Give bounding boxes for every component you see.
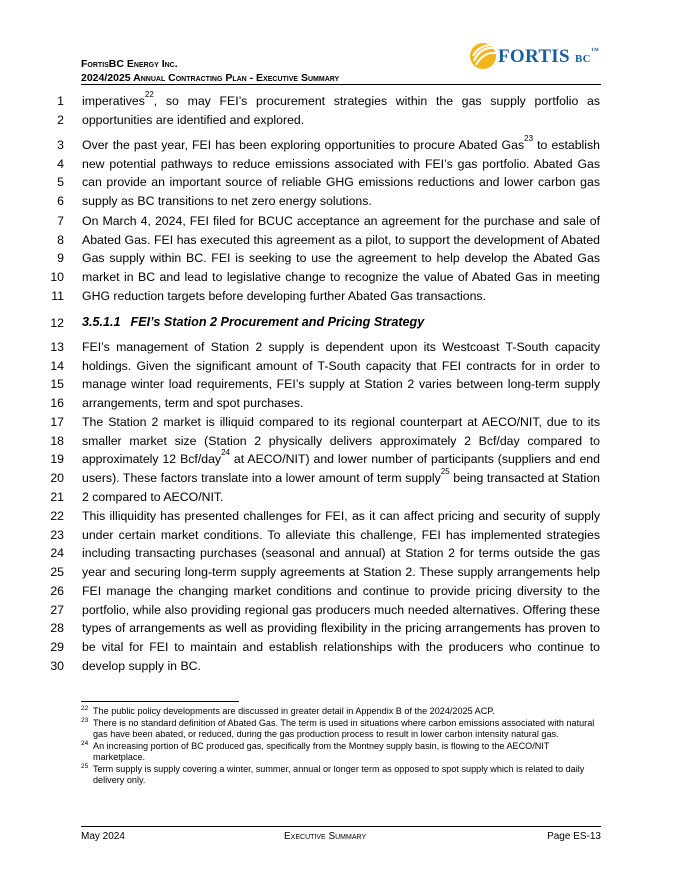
line-number: 30: [50, 658, 64, 673]
paragraph-1: imperatives$^{22}$, so may FEI’s procurement strategies within the gas supply portfolio as opportunities are identified and explored.: [82, 90, 600, 127]
line-number: 27: [50, 602, 64, 617]
line-number: 20: [50, 471, 64, 486]
document-title: 2024/2025 Annual Contracting Plan - Executive Summary: [81, 72, 340, 84]
line-number: 22: [50, 509, 64, 523]
footnote-rule: [81, 701, 239, 702]
line-number: 2: [57, 112, 64, 127]
paragraph-4: FEI’s management of Station 2 supply is dependent upon its Westcoast T-South capacity holdings. Given the significant amount of T-South capacity that FEI contracts for in order to manage winter load requirements, FEI’s supply at Station 2 varies between long-term supply arrangements, term and spot purchases.: [82, 340, 600, 411]
logo-trademark: ™: [590, 46, 600, 55]
line-number: 25: [50, 565, 64, 580]
line-numbers-p1: [30, 92, 64, 129]
line-number: 18: [50, 433, 64, 448]
section-heading: [82, 315, 424, 329]
footnotes: [81, 706, 601, 787]
line-number: 11: [51, 288, 64, 303]
line-numbers-p4: [30, 338, 64, 413]
footer-rule: [81, 826, 601, 827]
line-number: 3: [57, 138, 64, 152]
line-number: 17: [50, 415, 64, 429]
paragraph-6: This illiquidity has presented challenges for FEI, as it can affect pricing and security of supply under certain market conditions. To alleviate this challenge, FEI has implemented strategies including transacting purchases (seasonal and annual) at Station 2 for terms outside the gas year and securing long-term supply agreements at Station 2. These supply arrangements help FEI manage the changing market conditions and continue to provide pricing diversity to the portfolio, while also providing regional gas producers much needed alternatives. Offering these types of arrangements as well as providing flexibility in the pricing arrangements has proven to be vital for FEI to maintain and establish relationships with the producers who continue to develop supply in BC.: [82, 509, 600, 673]
footnote-22: 22 The public policy developments are discussed in greater detail in Appendix B of the 2024/2025 ACP.: [81, 705, 495, 716]
logo-wordmark: FORTIS: [498, 46, 570, 67]
company-name: FortisBC Energy Inc.: [81, 58, 178, 70]
footer-date: May 2024: [81, 831, 125, 842]
footnote-ref[interactable]: 22: [144, 90, 154, 99]
line-number: 5: [57, 175, 64, 190]
footer-section: Executive Summary: [284, 831, 367, 842]
line-number: 21: [50, 489, 64, 504]
header-rule: [81, 84, 601, 85]
line-number: 9: [57, 251, 64, 266]
page-number: Page ES-13: [547, 831, 601, 842]
line-number: 6: [57, 194, 64, 209]
section-number: 3.5.1.1: [82, 315, 121, 329]
line-number: 14: [50, 358, 64, 373]
flame-icon: [468, 41, 498, 71]
footnote-23: 23 There is no standard definition of Abated Gas. The term is used in situations where carbon emissions associated with natural gas have been abated, or reduced, during the gas production process to result in lower carbon intensity natural gas.: [81, 716, 595, 739]
paragraph-3: On March 4, 2024, FEI filed for BCUC acceptance an agreement for the purchase and sale of Abated Gas. FEI has executed this agreement as a pilot, to support the development of Abated Gas supply within BC. FEI is seeking to use the agreement to help develop the Abated Gas market in BC and lead to legislative change to recognize the value of Abated Gas in meeting GHG reduction targets before developing further Abated Gas transactions.: [82, 214, 600, 303]
line-number: 12: [50, 316, 64, 330]
line-number: 10: [50, 270, 64, 285]
line-number: 24: [50, 546, 64, 561]
line-number: 15: [50, 377, 64, 392]
line-number: 26: [50, 583, 64, 598]
footnote-24: 24 An increasing portion of BC produced gas, specifically from the Montney supply basin, is flowing to the AECO/NIT marketplace.: [81, 739, 550, 762]
line-numbers-p5: [30, 413, 64, 507]
line-numbers-p6: [30, 507, 64, 675]
line-number: 13: [50, 340, 64, 354]
footnote-ref[interactable]: 25: [440, 467, 450, 477]
line-number: 19: [50, 452, 64, 467]
line-number: 4: [57, 156, 64, 171]
footnote-ref[interactable]: 24: [221, 448, 230, 458]
paragraph-2: Over the past year, FEI has been exploring opportunities to procure Abated Gas$^{23}$ to establish new potential pathways to reduce emissions associated with FEI’s gas portfolio. Abated Gas can provide an important source of reliable GHG emissions reductions and lower carbon gas supply as BC transitions to net zero energy solutions.: [82, 134, 600, 209]
line-number: 8: [57, 232, 64, 247]
line-number: 7: [57, 214, 64, 228]
footnote-ref[interactable]: 23: [524, 134, 534, 143]
line-numbers-p2: [30, 136, 64, 211]
section-title: FEI’s Station 2 Procurement and Pricing Strategy: [130, 315, 425, 329]
footnote-25: 25 Term supply is supply covering a winter, summer, annual or longer term as opposed to spot supply which is related to daily delivery only.: [81, 762, 585, 785]
line-number: 23: [50, 527, 64, 542]
fortisbc-logo: [468, 40, 602, 72]
line-number: 16: [50, 396, 64, 411]
line-number: 28: [50, 621, 64, 636]
line-number: 1: [57, 94, 64, 108]
paragraph-5: The Station 2 market is illiquid compared to its regional counterpart at AECO/NIT, due to its smaller market size (Station 2 physically delivers approximately 2 Bcf/day compared to approximately 12 Bcf/day$^{24}$ at AECO/NIT) and lower number of participants (suppliers and end users). These factors translate into a lower amount of term supply$^{25}$ being transacted at Station 2 compared to AECO/NIT.: [82, 415, 600, 504]
line-number: 29: [50, 639, 64, 654]
line-numbers-heading: [30, 314, 64, 333]
logo-suffix: BC: [574, 53, 591, 65]
line-numbers-p3: [30, 212, 64, 306]
